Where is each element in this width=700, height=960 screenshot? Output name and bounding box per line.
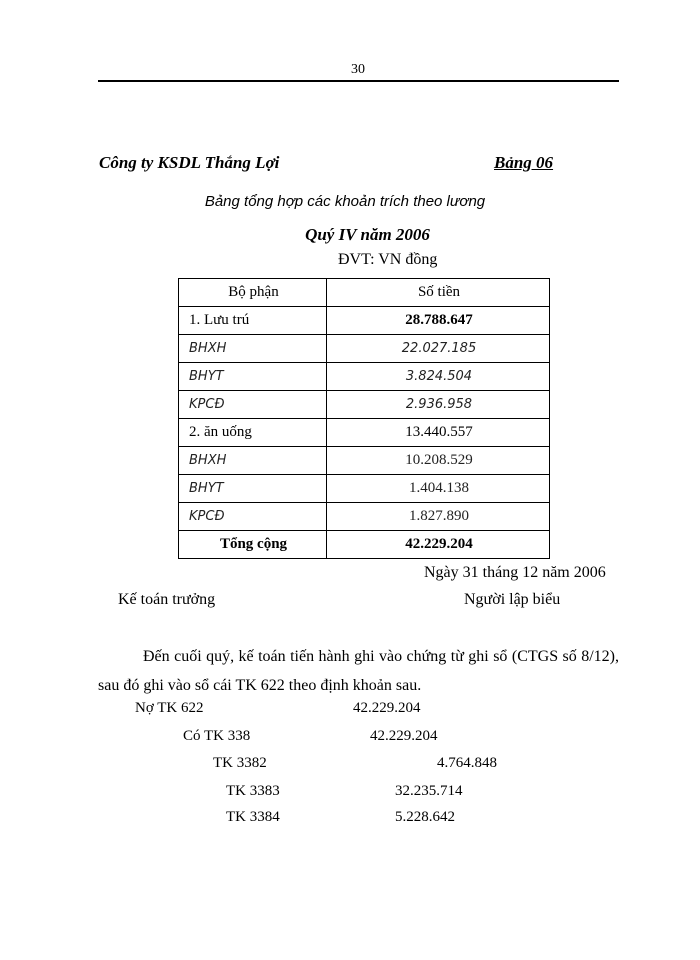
row-label: 1. Lưu trú <box>179 307 327 335</box>
entry-amount: 5.228.642 <box>395 809 455 825</box>
entry-account: TK 3383 <box>226 783 280 799</box>
row-value: 1.827.890 <box>327 503 550 531</box>
deductions-table <box>178 278 550 559</box>
signature-chief-accountant: Kế toán trưởng <box>118 591 216 608</box>
row-value: 22.027.185 <box>327 335 550 363</box>
table-row <box>179 391 550 419</box>
table-row <box>179 419 550 447</box>
table-subtitle: Bảng tổng hợp các khoản trích theo lương <box>204 193 486 210</box>
row-label: BHXH <box>179 447 327 475</box>
row-value: 13.440.557 <box>327 419 550 447</box>
entry-amount: 4.764.848 <box>437 755 497 771</box>
row-label: 2. ăn uống <box>179 419 327 447</box>
date-line: Ngày 31 tháng 12 năm 2006 <box>424 564 606 581</box>
total-label: Tổng cộng <box>179 531 327 559</box>
table-period: Quý IV năm 2006 <box>305 225 430 244</box>
currency-unit: ĐVT: VN đồng <box>338 251 438 268</box>
row-label: BHYT <box>179 475 327 503</box>
header-amount: Số tiền <box>327 279 550 307</box>
row-value: 10.208.529 <box>327 447 550 475</box>
page-number: 30 <box>351 62 365 77</box>
row-value: 1.404.138 <box>327 475 550 503</box>
header-rule <box>98 80 619 82</box>
total-value: 42.229.204 <box>327 531 550 559</box>
table-total-row <box>179 531 550 559</box>
row-value: 28.788.647 <box>327 307 550 335</box>
row-label: KPCĐ <box>179 503 327 531</box>
body-paragraph: Đến cuối quý, kế toán tiến hành ghi vào chứng từ ghi sổ (CTGS số 8/12), sau đó ghi vào sổ cái TK 622 theo định khoản sau. <box>98 648 619 694</box>
table-row <box>179 363 550 391</box>
table-row <box>179 335 550 363</box>
entry-amount: 42.229.204 <box>353 700 421 716</box>
entry-amount: 32.235.714 <box>395 783 463 799</box>
table-number: Bảng 06 <box>494 153 554 172</box>
table-header-row <box>179 279 550 307</box>
entry-amount: 42.229.204 <box>370 728 438 744</box>
table-row <box>179 503 550 531</box>
row-label: KPCĐ <box>179 391 327 419</box>
table-row <box>179 475 550 503</box>
entry-account: TK 3384 <box>226 809 280 825</box>
row-label: BHYT <box>179 363 327 391</box>
company-name: Công ty KSDL Thắng Lợi <box>99 153 280 172</box>
table-row <box>179 307 550 335</box>
entry-account: Nợ TK 622 <box>135 700 204 716</box>
table-row <box>179 447 550 475</box>
entry-account: Có TK 338 <box>183 728 251 744</box>
entry-account: TK 3382 <box>213 755 267 771</box>
row-value: 3.824.504 <box>327 363 550 391</box>
header-department: Bộ phận <box>179 279 327 307</box>
signature-preparer: Người lập biểu <box>464 591 561 608</box>
row-value: 2.936.958 <box>327 391 550 419</box>
row-label: BHXH <box>179 335 327 363</box>
